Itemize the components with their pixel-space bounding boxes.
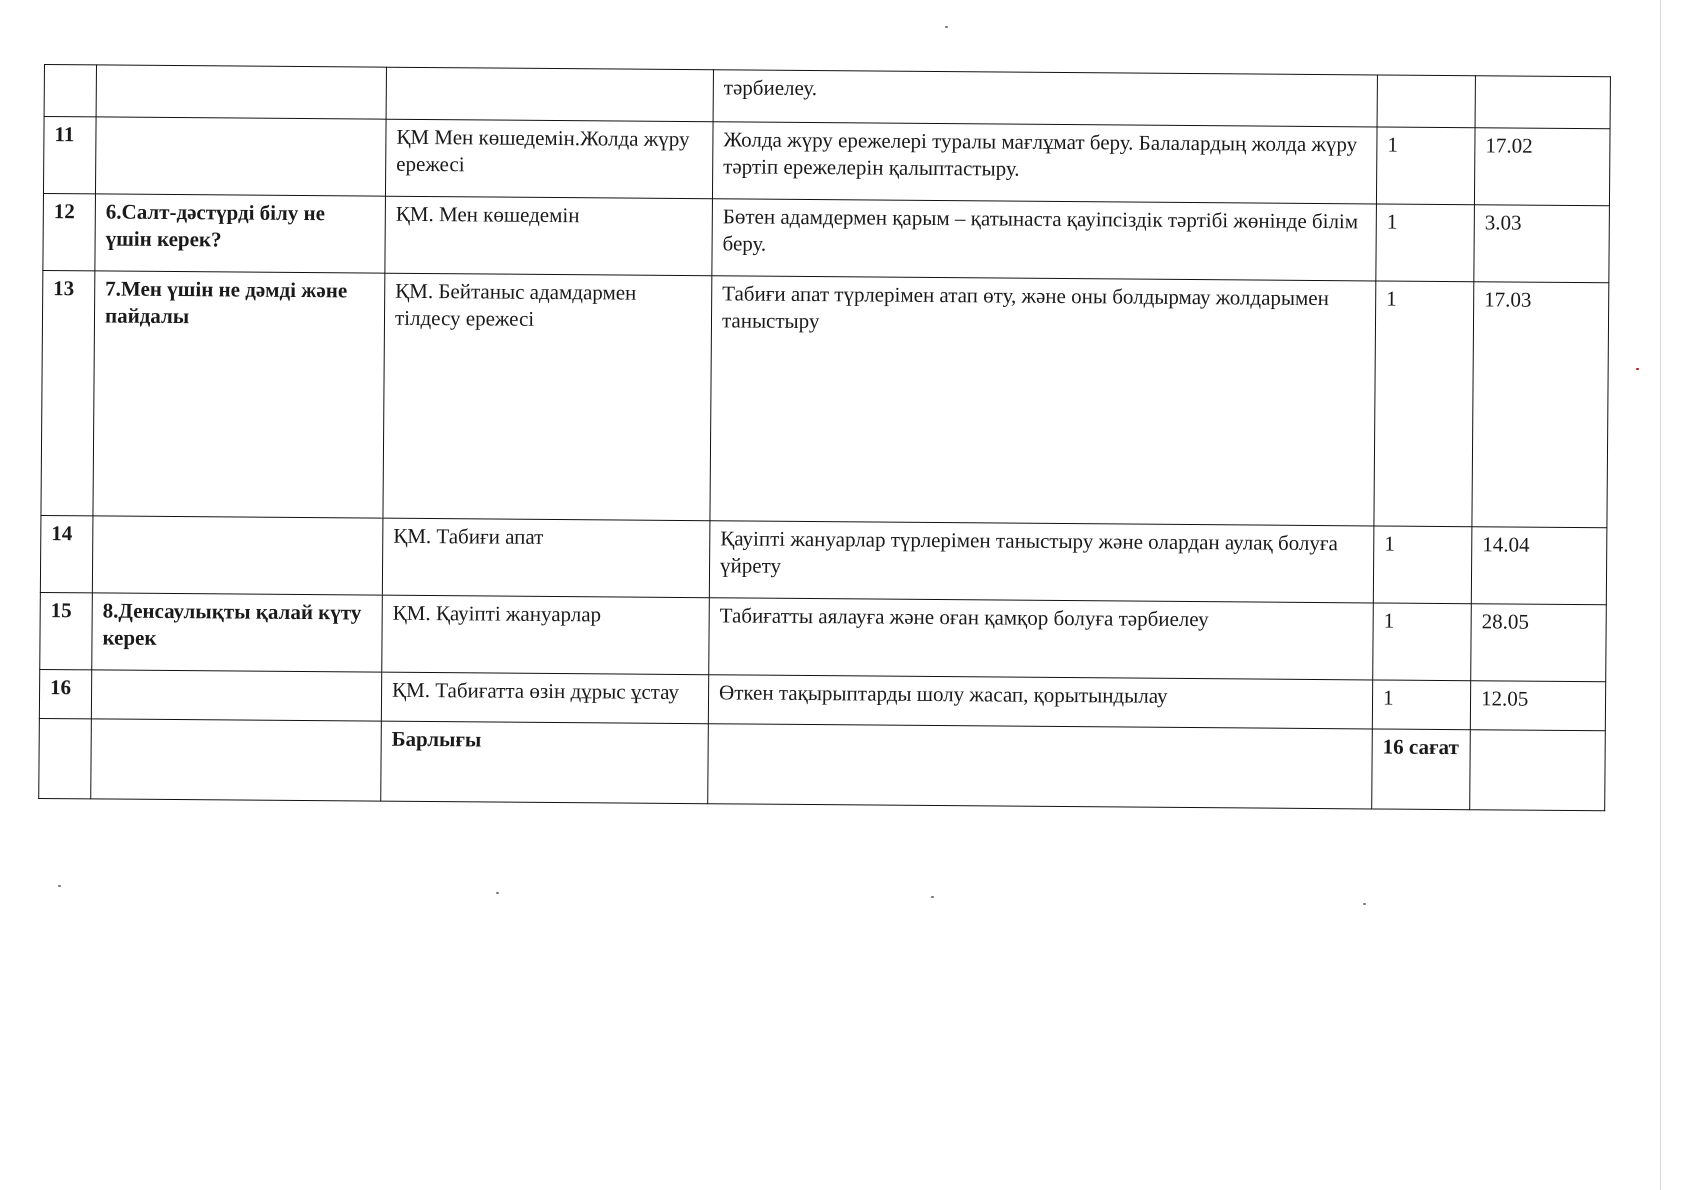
- row-number: 15: [40, 592, 93, 669]
- topic-cell: [91, 670, 381, 721]
- scan-speck: [931, 896, 934, 898]
- table-row: [43, 117, 1610, 206]
- topic-cell: [96, 65, 386, 119]
- row-number: 14: [40, 515, 93, 592]
- goal-cell: Қауіпті жануарлар түрлерімен таныстыру және олардан аулақ болуға үйрету: [709, 521, 1374, 603]
- hours-cell: 1: [1374, 281, 1474, 527]
- topic-cell: [91, 719, 382, 801]
- hours-cell: 1: [1376, 127, 1475, 205]
- lesson-cell: ҚМ. Мен көшедемін: [385, 196, 713, 276]
- row-number: 16: [39, 669, 91, 718]
- goal-cell: Өткен тақырыптарды шолу жасап, қорытындылау: [708, 675, 1372, 729]
- goal-cell: [708, 724, 1373, 809]
- date-cell: 28.05: [1471, 604, 1607, 682]
- row-number: [39, 718, 92, 798]
- table-row: [40, 592, 1607, 681]
- scan-speck: [1636, 368, 1639, 370]
- table-row: [43, 193, 1610, 282]
- lesson-cell: ҚМ. Табиғатта өзін дұрыс ұстау: [381, 672, 708, 724]
- scan-speck: [58, 885, 61, 887]
- hours-cell: 1: [1376, 204, 1475, 282]
- topic-cell: 6.Салт-дәстүрді білу не үшін керек?: [95, 194, 386, 273]
- topic-cell: 7.Мен үшін не дәмді және пайдалы: [93, 271, 385, 518]
- goal-cell: Жолда жүру ережелері туралы мағлұмат беру. Балалардың жолда жүру тәртіп ережелерін қалыптастыру.: [712, 122, 1377, 204]
- lesson-cell: ҚМ. Бейтаныс адамдармен тілдесу ережесі: [383, 273, 712, 521]
- hours-cell: 1: [1372, 680, 1470, 730]
- date-cell: 17.02: [1474, 128, 1610, 206]
- lesson-cell: ҚМ. Табиғи апат: [382, 518, 710, 598]
- scan-speck: [945, 26, 948, 28]
- topic-cell: [92, 516, 383, 595]
- date-cell: 3.03: [1474, 205, 1610, 283]
- date-cell: [1475, 76, 1610, 129]
- scan-speck: [1363, 903, 1366, 905]
- row-number: 12: [43, 193, 96, 270]
- total-label: Барлығы: [381, 721, 709, 804]
- topic-cell: [95, 117, 386, 196]
- hours-cell: 1: [1373, 603, 1472, 681]
- page-edge: [1660, 0, 1661, 1190]
- date-cell: 14.04: [1471, 527, 1607, 605]
- lesson-cell: [386, 67, 713, 122]
- date-cell: [1470, 730, 1606, 811]
- hours-cell: [1377, 75, 1475, 128]
- date-cell: 12.05: [1470, 681, 1605, 731]
- table-row: [41, 270, 1609, 527]
- goal-cell: Табиғатты аялауға және оған қамқор болуға тәрбиелеу: [709, 598, 1374, 680]
- goal-cell: Бөтен адамдермен қарым – қатынаста қауіпсіздік тәртібі жөнінде білім беру.: [712, 199, 1377, 281]
- goal-cell: тәрбиелеу.: [713, 70, 1377, 127]
- scan-speck: [496, 892, 499, 894]
- total-hours: 16 сағат: [1372, 729, 1471, 810]
- lesson-cell: ҚМ. Қауіпті жануарлар: [382, 595, 710, 675]
- row-number: [44, 65, 96, 117]
- hours-cell: 1: [1373, 526, 1472, 604]
- date-cell: 17.03: [1472, 282, 1609, 528]
- row-number: 13: [41, 270, 95, 515]
- total-row: [39, 718, 1606, 810]
- table-row: [40, 515, 1607, 604]
- goal-cell: Табиғи апат түрлерімен атап өту, және оны болдырмау жолдарымен таныстыру: [710, 276, 1376, 526]
- lesson-plan-table: [38, 64, 1611, 811]
- topic-cell: 8.Денсаулықты қалай күту керек: [92, 593, 383, 672]
- lesson-cell: ҚМ Мен көшедемін.Жолда жүру ережесі: [385, 119, 713, 199]
- row-number: 11: [43, 117, 96, 194]
